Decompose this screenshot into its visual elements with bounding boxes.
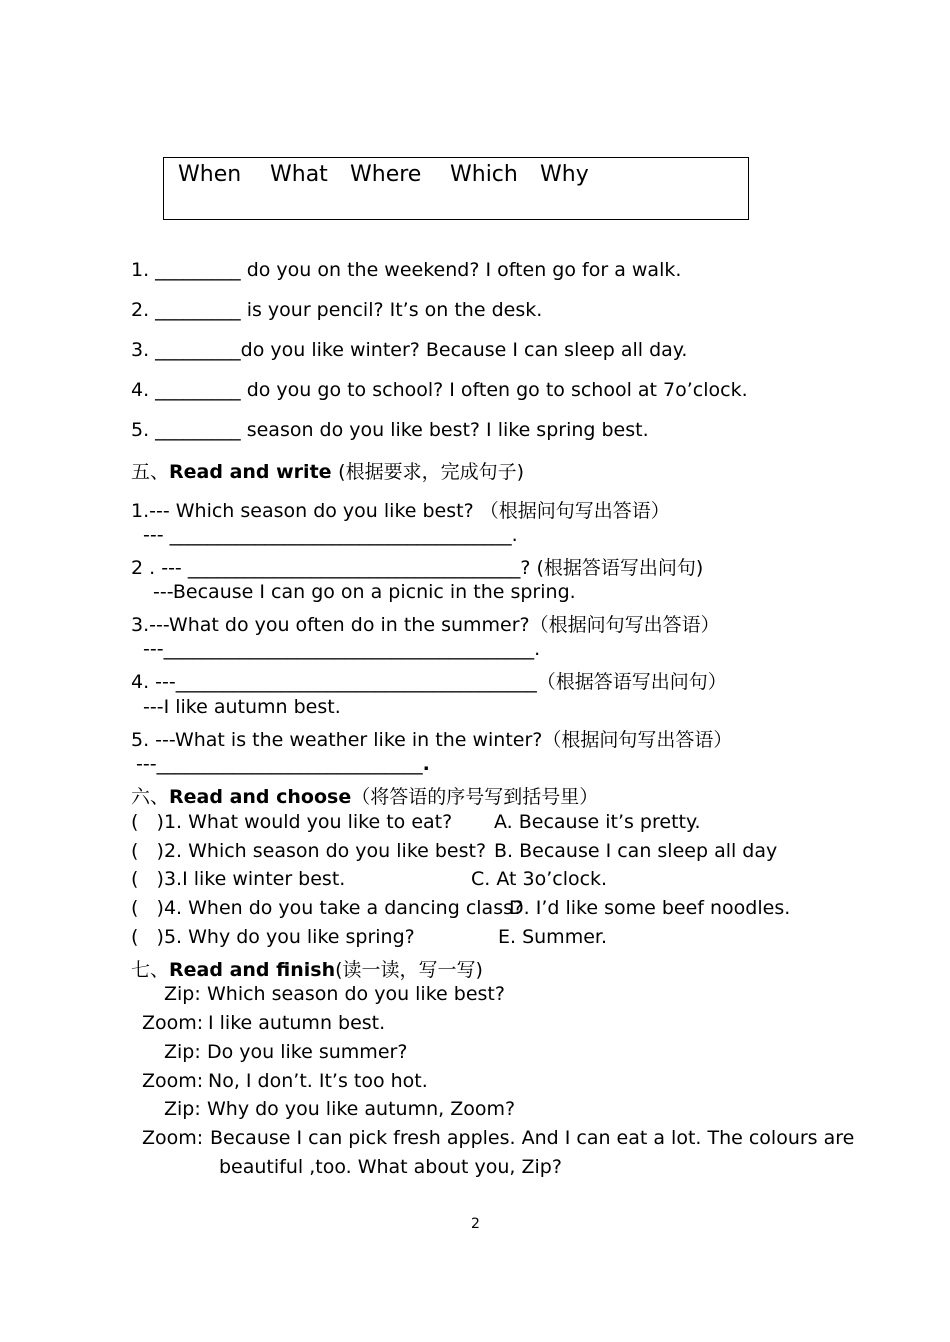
word-where: Where <box>350 162 422 187</box>
section5-title: Read and write <box>169 461 339 483</box>
rw-a3-blank: ---_______________________________________. <box>143 638 541 660</box>
word-which: Which <box>450 162 518 187</box>
dialogue-line-1: Which season do you like best? <box>207 983 505 1005</box>
section7-number: 七、 <box>131 959 170 981</box>
fill-item-3: 3. _________do you like winter? Because I can sleep all day. <box>131 339 688 361</box>
dialogue-speaker-5: Zip: <box>164 1098 201 1120</box>
rw-a2: ---Because I can go on a picnic in the spring. <box>153 581 576 603</box>
rw-q3: 3.---What do you often do in the summer?（根据问句写出答语） <box>131 614 720 636</box>
word-what: What <box>270 162 328 187</box>
dialogue-speaker-4: Zoom: <box>142 1070 204 1092</box>
dialogue-line-6: Because I can pick fresh apples. And I can eat a lot. The colours are <box>210 1127 855 1149</box>
dialogue-line-5: Why do you like autumn, Zoom? <box>207 1098 516 1120</box>
section7-title: Read and finish <box>169 959 336 981</box>
fill-item-2: 2. _________ is your pencil? It’s on the desk. <box>131 299 543 321</box>
section6-title: Read and choose <box>169 786 352 808</box>
match-question-2: ( )2. Which season do you like best? <box>131 840 487 862</box>
word-why: Why <box>540 162 589 187</box>
dialogue-speaker-3: Zip: <box>164 1041 201 1063</box>
section7-heading <box>131 955 483 982</box>
match-answer-a: A. Because it’s pretty. <box>494 811 701 833</box>
rw-q4-blank: 4. ---______________________________________（根据答语写出问句） <box>131 671 727 693</box>
dialogue-speaker-6: Zoom: <box>142 1127 204 1149</box>
dialogue-line-2: I like autumn best. <box>208 1012 386 1034</box>
section5-number: 五、 <box>131 461 170 483</box>
section6-note: （将答语的序号写到括号里） <box>351 786 599 808</box>
rw-q1: 1.--- Which season do you like best? （根据问句写出答语） <box>131 500 670 522</box>
section6-heading <box>131 782 598 809</box>
match-question-4: ( )4. When do you take a dancing class? <box>131 897 524 919</box>
dialogue-line-6-continued: beautiful ,too. What about you, Zip? <box>219 1156 562 1178</box>
rw-a5-blank: ---____________________________. <box>136 753 430 775</box>
word-when: When <box>178 162 242 187</box>
section5-note: (根据要求，完成句子) <box>338 461 524 483</box>
match-question-5: ( )5. Why do you like spring? <box>131 926 415 948</box>
dialogue-speaker-2: Zoom: <box>142 1012 204 1034</box>
section6-number: 六、 <box>131 786 170 808</box>
match-answer-b: B. Because I can sleep all day <box>494 840 778 862</box>
rw-q5: 5. ---What is the weather like in the winter?（根据问句写出答语） <box>131 729 733 751</box>
section7-note: (读一读，写一写) <box>335 959 483 981</box>
rw-a1-blank: --- ____________________________________. <box>143 524 518 546</box>
match-answer-d: D. I’d like some beef noodles. <box>509 897 791 919</box>
match-answer-e: E. Summer. <box>498 926 607 948</box>
rw-q2-blank: 2 . --- ___________________________________? (根据答语写出问句) <box>131 557 704 579</box>
page-number: 2 <box>471 1216 480 1232</box>
dialogue-line-3: Do you like summer? <box>207 1041 408 1063</box>
match-question-1: ( )1. What would you like to eat? <box>131 811 453 833</box>
dialogue-speaker-1: Zip: <box>164 983 201 1005</box>
dialogue-line-4: No, I don’t. It’s too hot. <box>208 1070 428 1092</box>
fill-item-1: 1. _________ do you on the weekend? I often go for a walk. <box>131 259 682 281</box>
match-question-3: ( )3.I like winter best. <box>131 868 346 890</box>
section5-heading <box>131 457 524 484</box>
fill-item-5: 5. _________ season do you like best? I like spring best. <box>131 419 649 441</box>
fill-item-4: 4. _________ do you go to school? I often go to school at 7o’clock. <box>131 379 748 401</box>
rw-a4: ---I like autumn best. <box>143 696 341 718</box>
match-answer-c: C. At 3o’clock. <box>471 868 608 890</box>
